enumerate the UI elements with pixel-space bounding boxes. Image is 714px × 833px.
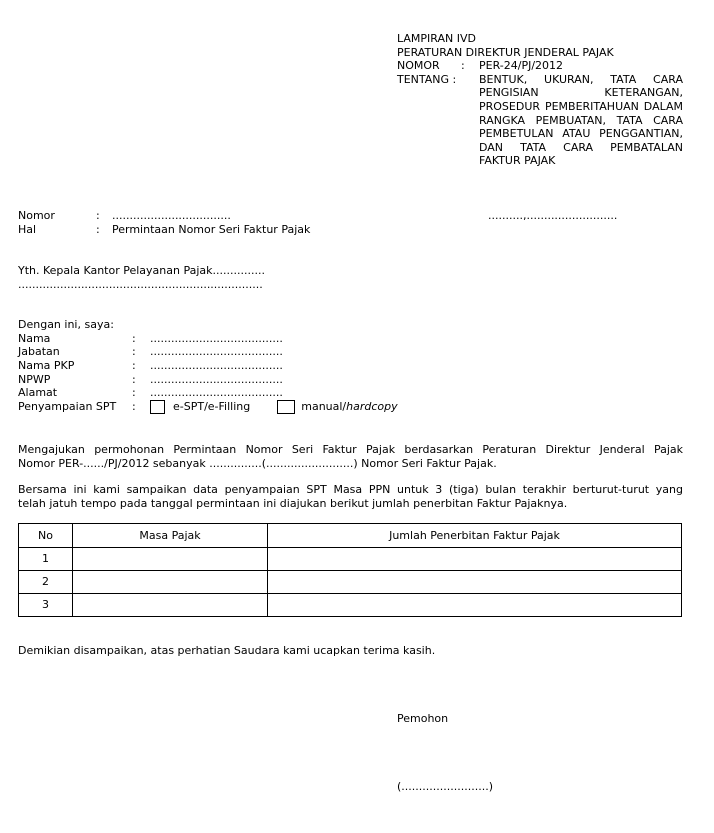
- regulation-number-label: NOMOR: [397, 59, 440, 73]
- spt-paragraph-line1: Bersama ini kami sampaikan data penyampaian SPT Masa PPN untuk 3 (tiga) bulan terakhir berturut-turut yang: [18, 483, 683, 496]
- field-label: NPWP: [18, 373, 51, 386]
- jumlah-cell[interactable]: [268, 571, 682, 594]
- regulation-number-value: PER-24/PJ/2012: [479, 59, 564, 73]
- addressee-line-2: ......................................................................: [18, 278, 263, 291]
- identity-position-row: [18, 345, 283, 359]
- applicant-label: Pemohon: [397, 712, 449, 725]
- letter-number-colon: :: [96, 209, 100, 222]
- closing-text: Demikian disampaikan, atas perhatian Saudara kami ucapkan terima kasih.: [18, 644, 436, 657]
- spt-table: [18, 523, 682, 617]
- identity-intro: Dengan ini, saya:: [18, 318, 114, 331]
- field-label: Nama PKP: [18, 359, 75, 372]
- masa-pajak-cell[interactable]: [73, 594, 268, 617]
- table-header-row: [19, 524, 682, 548]
- field-colon: :: [132, 332, 136, 345]
- manual-option-prefix: manual/: [301, 400, 347, 413]
- letter-subject-row: [18, 223, 310, 237]
- column-header-jumlah: Jumlah Penerbitan Faktur Pajak: [268, 524, 682, 548]
- column-header-no: No: [19, 524, 73, 548]
- letter-subject-colon: :: [96, 223, 100, 236]
- letter-number-label: Nomor: [18, 209, 55, 222]
- row-number: 1: [19, 548, 73, 571]
- letter-subject-value: Permintaan Nomor Seri Faktur Pajak: [112, 223, 311, 236]
- field-value: ......................................: [150, 359, 283, 372]
- regulation-title: PERATURAN DIREKTUR JENDERAL PAJAK: [397, 45, 614, 59]
- field-label: Nama: [18, 332, 51, 345]
- field-value: ......................................: [150, 373, 283, 386]
- signature-line: (.........................): [397, 780, 493, 793]
- table-row: [19, 594, 682, 617]
- manual-checkbox[interactable]: [277, 400, 295, 414]
- table-row: [19, 548, 682, 571]
- spt-paragraph: [18, 483, 683, 510]
- lampiran-title: LAMPIRAN IVD: [397, 32, 476, 45]
- field-value: ......................................: [150, 345, 283, 358]
- letter-number-value: ..................................: [112, 209, 231, 222]
- spt-paragraph-line2: telah jatuh tempo pada tanggal permintaan ini diajukan berikut jumlah penerbitan Faktur Pajaknya.: [18, 496, 568, 510]
- request-paragraph: [18, 443, 683, 470]
- regulation-subject-value: BENTUK, UKURAN, TATA CARA PENGISIAN KETERANGAN, PROSEDUR PEMBERITAHUAN DALAM RANGKA PEMBUATAN, TATA CARA PEMBETULAN ATAU PENGGANTIAN, DAN TATA CARA PEMBATALAN FAKTUR PAJAK: [479, 72, 683, 168]
- request-paragraph-line2: Nomor PER-....../PJ/2012 sebanyak ...............(.........................) Nomor Seri Faktur Pajak.: [18, 456, 497, 470]
- table-row: [19, 571, 682, 594]
- manual-option-label: [301, 400, 397, 413]
- field-label: Jabatan: [18, 345, 60, 358]
- letter-subject-label: Hal: [18, 223, 37, 236]
- column-header-masa-pajak: Masa Pajak: [73, 524, 268, 548]
- spt-label: Penyampaian SPT: [18, 400, 117, 413]
- field-colon: :: [132, 373, 136, 386]
- regulation-subject-label: TENTANG :: [397, 72, 457, 86]
- field-colon: :: [132, 345, 136, 358]
- regulation-subject-row: [397, 73, 683, 168]
- addressee-line-1: Yth. Kepala Kantor Pelayanan Pajak...............: [18, 264, 265, 277]
- field-label: Alamat: [18, 386, 58, 399]
- jumlah-cell[interactable]: [268, 594, 682, 617]
- lampiran-header: [397, 32, 683, 168]
- manual-option-italic: hardcopy: [346, 400, 398, 413]
- request-paragraph-line1: Mengajukan permohonan Permintaan Nomor Seri Faktur Pajak berdasarkan Peraturan Direktur Jenderal Pajak: [18, 443, 683, 456]
- field-value: ......................................: [150, 386, 283, 399]
- letter-place-date: ..........,..........................: [488, 209, 618, 222]
- regulation-number-colon: :: [461, 59, 465, 73]
- regulation-number-row: [397, 59, 683, 73]
- identity-npwp-row: [18, 373, 283, 387]
- spt-colon: :: [132, 400, 136, 413]
- jumlah-cell[interactable]: [268, 548, 682, 571]
- letter-number-row: [18, 209, 231, 223]
- espt-option-label: e-SPT/e-Filling: [173, 400, 251, 413]
- row-number: 2: [19, 571, 73, 594]
- field-colon: :: [132, 359, 136, 372]
- field-colon: :: [132, 386, 136, 399]
- masa-pajak-cell[interactable]: [73, 548, 268, 571]
- field-value: ......................................: [150, 332, 283, 345]
- row-number: 3: [19, 594, 73, 617]
- espt-checkbox[interactable]: [150, 400, 165, 414]
- identity-name-row: [18, 332, 283, 346]
- identity-address-row: [18, 386, 283, 400]
- identity-pkp-name-row: [18, 359, 283, 373]
- masa-pajak-cell[interactable]: [73, 571, 268, 594]
- identity-spt-row: [18, 400, 398, 414]
